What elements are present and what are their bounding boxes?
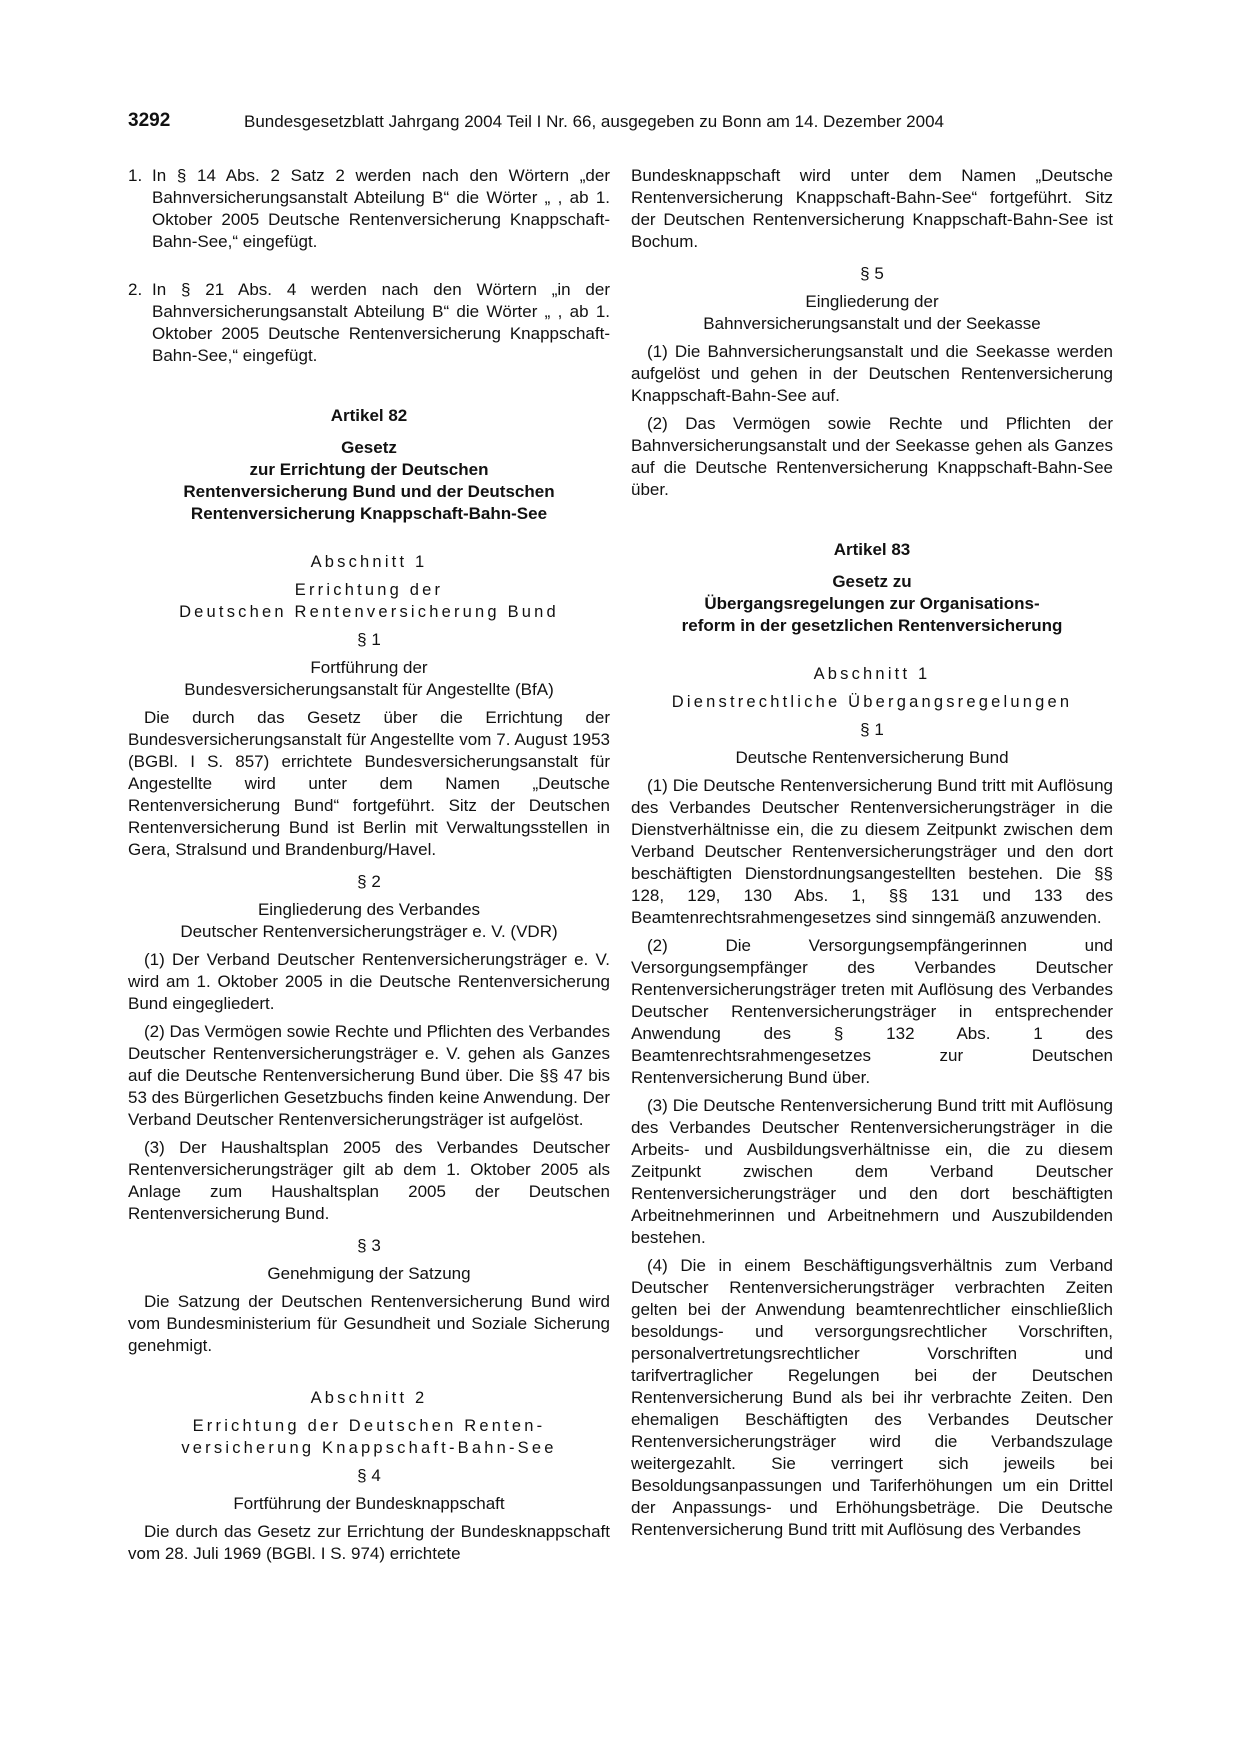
body-paragraph: (2) Die Versorgungsempfängerinnen und Versorgungsempfänger des Verbandes Deutscher Rentenversicherungsträger treten mit Auflösung des Verbandes Deutscher Rentenversicherungsträger in entsprechender Anwendung des § 132 Abs. 1 des Beamtenrechtsrahmengesetzes zur Deutschen Rentenversicherung Bund über. xyxy=(631,936,1113,1087)
law-title-line: Übergangsregelungen zur Organisations- xyxy=(704,594,1040,613)
list-item xyxy=(128,279,610,367)
paragraph-sign: § 2 xyxy=(357,872,381,891)
paragraph-title: Deutsche Rentenversicherung Bund xyxy=(735,748,1009,767)
body-paragraph: (2) Das Vermögen sowie Rechte und Pflichten der Bahnversicherungsanstalt und der Seekasse gehen als Ganzes auf die Deutsche Rentenversicherung Knappschaft-Bahn-See über. xyxy=(631,414,1113,499)
page-header xyxy=(128,110,1118,136)
page-number: 3292 xyxy=(128,110,171,131)
section-label: Abschnitt 1 xyxy=(310,553,428,571)
list-item xyxy=(128,165,610,253)
list-text: In § 21 Abs. 4 werden nach den Wörtern „in der Bahnversicherungsanstalt Abteilung B“ die Wörter „ , ab 1. Oktober 2005 Deutsche Rentenversicherung Knappschaft-Bahn-See,“ eingefügt. xyxy=(152,280,610,365)
right-column xyxy=(631,165,1113,1541)
body-paragraph: (3) Der Haushaltsplan 2005 des Verbandes Deutscher Rentenversicherungsträger gilt ab dem 1. Oktober 2005 als Anlage zum Haushaltsplan 2005 der Deutschen Rentenversicherung Bund. xyxy=(128,1138,610,1223)
law-title-line: Rentenversicherung Knappschaft-Bahn-See xyxy=(190,504,548,523)
body-paragraph: (1) Die Bahnversicherungsanstalt und die Seekasse werden aufgelöst und gehen in der Deutschen Rentenversicherung Knappschaft-Bahn-See auf. xyxy=(631,342,1113,405)
law-title xyxy=(631,571,1113,637)
paragraph-title xyxy=(128,899,610,943)
section-label: Abschnitt 1 xyxy=(813,665,931,683)
section-title xyxy=(128,1415,610,1459)
body-paragraph: Bundesknappschaft wird unter dem Namen „Deutsche Rentenversicherung Knappschaft-Bahn-See“ fortgeführt. Sitz der Deutschen Rentenversicherung Knappschaft-Bahn-See ist Bochum. xyxy=(631,166,1113,251)
paragraph-sign: § 5 xyxy=(860,264,884,283)
law-title-line: reform in der gesetzlichen Rentenversicherung xyxy=(681,616,1063,635)
paragraph-title xyxy=(631,291,1113,335)
paragraph-sign: § 3 xyxy=(357,1236,381,1255)
body-paragraph: Die durch das Gesetz über die Errichtung der Bundesversicherungsanstalt für Angestellte vom 7. August 1953 (BGBl. I S. 857) errichtete Bundesversicherungsanstalt für Angestellte wird unter dem Namen „Deutsche Rentenversicherung Bund“ fortgeführt. Sitz der Deutschen Rentenversicherung Bund ist Berlin mit Verwaltungsstellen in Gera, Stralsund und Brandenburg/Havel. xyxy=(128,708,610,859)
paragraph-title: Genehmigung der Satzung xyxy=(267,1264,471,1283)
paragraph-sign: § 4 xyxy=(357,1466,381,1485)
paragraph-sign: § 1 xyxy=(357,630,381,649)
list-text: In § 14 Abs. 2 Satz 2 werden nach den Wörtern „der Bahnversicherungsanstalt Abteilung B“ die Wörter „ , ab 1. Oktober 2005 Deutsche Rentenversicherung Knappschaft-Bahn-See,“ eingefügt. xyxy=(152,166,610,251)
law-title-line: zur Errichtung der Deutschen xyxy=(249,460,489,479)
body-paragraph: (2) Das Vermögen sowie Rechte und Pflichten des Verbandes Deutscher Rentenversicherungsträger e. V. gehen als Ganzes auf die Deutsche Rentenversicherung Bund über. Die §§ 47 bis 53 des Bürgerlichen Gesetzbuchs finden keine Anwendung. Der Verband Deutscher Rentenversicherungsträger ist aufgelöst. xyxy=(128,1022,610,1129)
law-title xyxy=(128,437,610,525)
paragraph-title-line: Eingliederung der xyxy=(805,292,939,311)
body-paragraph: Die Satzung der Deutschen Rentenversicherung Bund wird vom Bundesministerium für Gesundheit und Soziale Sicherung genehmigt. xyxy=(128,1292,610,1355)
paragraph-title-line: Eingliederung des Verbandes xyxy=(257,900,481,919)
left-column xyxy=(128,165,610,1565)
law-title-line: Gesetz zu xyxy=(832,572,912,591)
paragraph-sign: § 1 xyxy=(860,720,884,739)
section-label: Abschnitt 2 xyxy=(310,1389,428,1407)
paragraph-title xyxy=(128,657,610,701)
body-paragraph: (4) Die in einem Beschäftigungsverhältnis zum Verband Deutscher Rentenversicherungsträger verbrachten Zeiten gelten bei der Anwendung beamtenrechtlicher einschließlich besoldungs- und versorgungsrechtlicher Vorschriften, personalvertretungsrechtlicher Vorschriften und tarifvertraglicher Regelungen bei der Deutschen Rentenversicherung Bund als bei ihr verbrachte Zeiten. Den ehemaligen Beschäftigten des Verbandes Deutscher Rentenversicherungsträger wird die Verbandszulage weitergezahlt. Sie verringert sich jeweils bei Besoldungsanpassungen und Tariferhöhungen um ein Drittel der Anpassungs- und Erhöhungsbeträge. Die Deutsche Rentenversicherung Bund tritt mit Auflösung des Verbandes xyxy=(631,1256,1113,1539)
paragraph-title: Fortführung der Bundesknappschaft xyxy=(233,1494,505,1513)
list-number: 1. xyxy=(128,166,143,185)
section-title-line: Errichtung der Deutschen Renten- xyxy=(192,1417,546,1435)
list-number: 2. xyxy=(128,280,143,299)
paragraph-title-line: Deutscher Rentenversicherungsträger e. V. (VDR) xyxy=(180,922,558,941)
header-title: Bundesgesetzblatt Jahrgang 2004 Teil I Nr. 66, ausgegeben zu Bonn am 14. Dezember 2004 xyxy=(244,112,944,131)
law-title-line: Rentenversicherung Bund und der Deutschen xyxy=(183,482,555,501)
paragraph-title-line: Fortführung der xyxy=(310,658,428,677)
section-title-line: Deutschen Rentenversicherung Bund xyxy=(179,603,559,621)
paragraph-title-line: Bahnversicherungsanstalt und der Seekasse xyxy=(703,314,1041,333)
section-title-line: versicherung Knappschaft-Bahn-See xyxy=(181,1439,557,1457)
article-heading: Artikel 82 xyxy=(330,406,408,425)
section-title xyxy=(128,579,610,623)
law-title-line: Gesetz xyxy=(341,438,397,457)
section-title-line: Errichtung der xyxy=(294,581,444,599)
article-heading: Artikel 83 xyxy=(833,540,911,559)
body-paragraph: (1) Die Deutsche Rentenversicherung Bund tritt mit Auflösung des Verbandes Deutscher Rentenversicherungsträger in die Dienstverhältnisse ein, die zu diesem Zeitpunkt zwischen dem Verband Deutscher Rentenversicherungsträger und den dort beschäftigten Dienstordnungsangestellten bestehen. Die §§ 128, 129, 130 Abs. 1, §§ 131 und 133 des Beamtenrechtsrahmengesetzes sind sinngemäß anzuwenden. xyxy=(631,776,1113,927)
section-title: Dienstrechtliche Übergangsregelungen xyxy=(671,693,1073,711)
paragraph-title-line: Bundesversicherungsanstalt für Angestellte (BfA) xyxy=(184,680,554,699)
body-paragraph: Die durch das Gesetz zur Errichtung der Bundesknappschaft vom 28. Juli 1969 (BGBl. I S. 974) errichtete xyxy=(128,1522,610,1563)
body-paragraph: (3) Die Deutsche Rentenversicherung Bund tritt mit Auflösung des Verbandes Deutscher Rentenversicherungsträger in die Arbeits- und Ausbildungsverhältnisse ein, die zu diesem Zeitpunkt zwischen dem Verband Deutscher Rentenversicherungsträger und den dort beschäftigten Arbeitnehmerinnen und Arbeitnehmern und Auszubildenden bestehen. xyxy=(631,1096,1113,1247)
body-paragraph: (1) Der Verband Deutscher Rentenversicherungsträger e. V. wird am 1. Oktober 2005 in die Deutsche Rentenversicherung Bund eingegliedert. xyxy=(128,950,610,1013)
